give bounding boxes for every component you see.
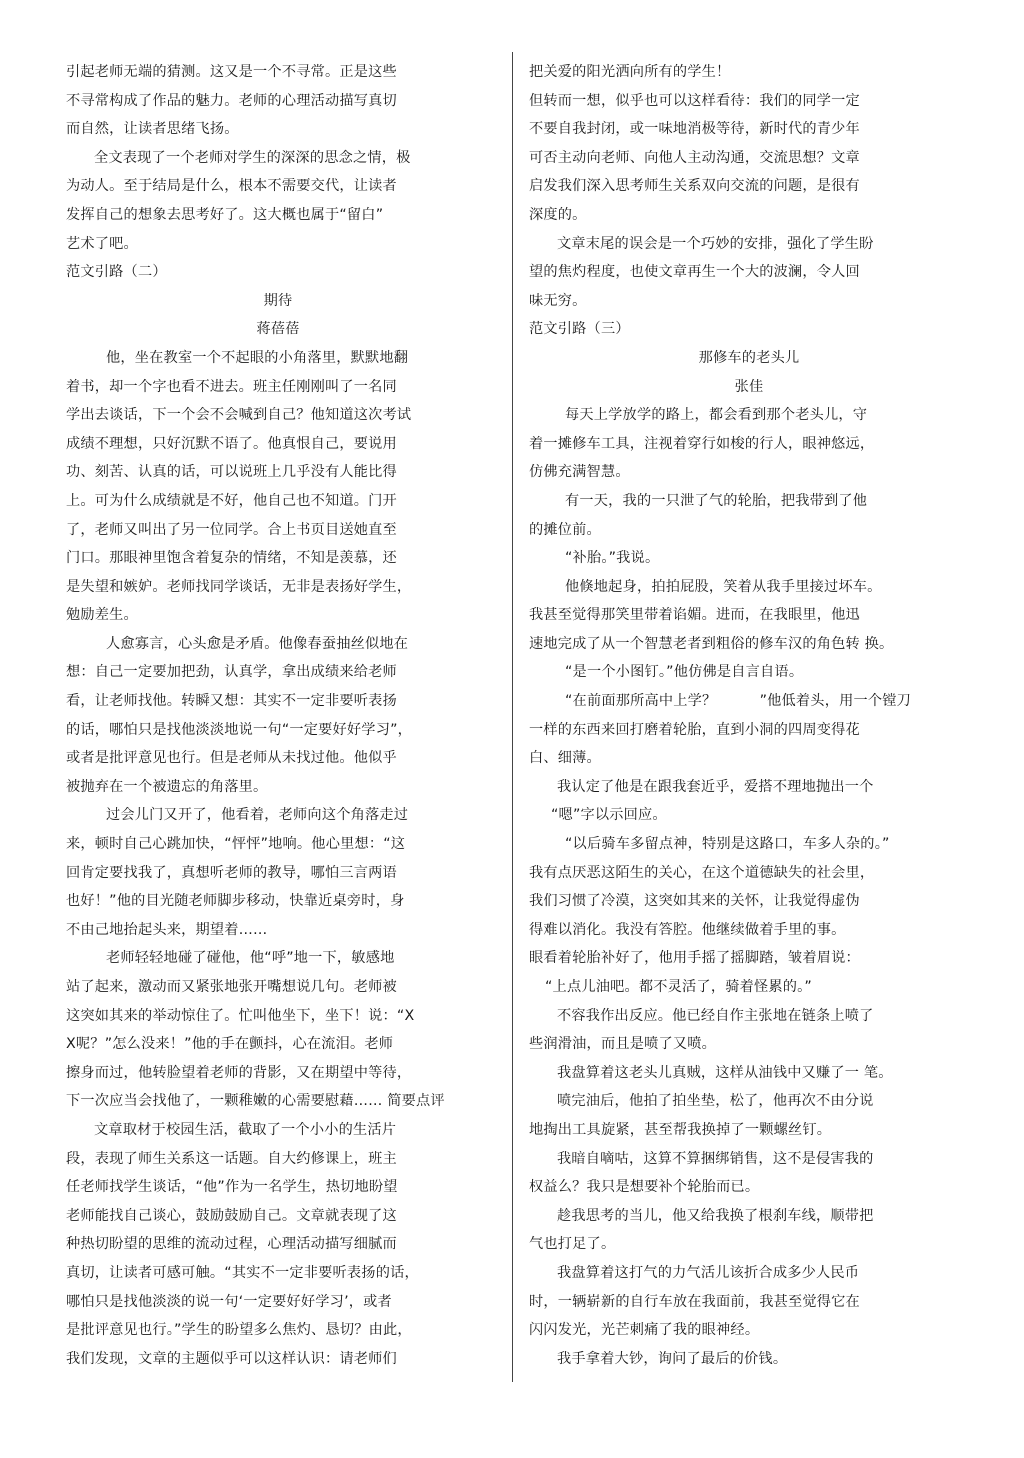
text-line: 的摊位前。: [529, 521, 601, 538]
text-line: 气也打足了。: [529, 1236, 616, 1253]
text-line: 被抛弃在一个被遗忘的角落里。: [66, 778, 268, 795]
text-line: 了，老师又叫出了另一位同学。合上书页目送她直至: [66, 521, 397, 538]
text-line: 每天上学放学的路上，都会看到那个老头儿，守: [565, 407, 868, 424]
text-line: 成绩不理想，只好沉默不语了。他真恨自己，要说用: [66, 435, 397, 452]
text-line: 不寻常构成了作品的魅力。老师的心理活动描写真切: [66, 92, 397, 109]
text-line: 擦身而过，他转脸望着老师的背影，又在期望中等待，: [66, 1064, 412, 1081]
text-line: 我盘算着这老头儿真贼，这样从油钱中又赚了一 笔。: [557, 1064, 893, 1081]
text-line: 范文引路（二）: [66, 264, 167, 281]
text-line: X呢？”怎么没来！”他的手在颤抖，心在流泪。老师: [66, 1036, 394, 1053]
text-line: 但转而一想，似乎也可以这样看待：我们的同学一定: [529, 92, 860, 109]
text-line: 我盘算着这打气的力气活儿该折合成多少人民币: [557, 1264, 860, 1281]
text-line: 范文引路（三）: [529, 321, 630, 338]
text-line: 我们发现，文章的主题似乎可以这样认识：请老师们: [66, 1350, 397, 1367]
text-line: 哪怕只是找他淡淡的说一句‘一定要好好学习’，或者: [66, 1293, 392, 1310]
text-line: 权益么？我只是想要补个轮胎而已。: [529, 1179, 760, 1196]
text-line: 想：自己一定要加把劲，认真学，拿出成绩来给老师: [66, 664, 397, 681]
text-line: 老师轻轻地碰了碰他，他“呼”地一下，敏感地: [106, 950, 395, 967]
article-heading: 张佳: [734, 378, 764, 395]
text-line: 地掏出工具旋紧，甚至帮我换掉了一颗螺丝钉。: [529, 1121, 832, 1138]
text-line: “是一个小图钉。”他仿佛是自言自语。: [565, 664, 804, 681]
text-line: 过会儿门又开了，他看着，老师向这个角落走过: [106, 807, 409, 824]
text-line: 把关爱的阳光洒向所有的学生！: [529, 64, 731, 80]
text-line: 功、刻苦、认真的话，可以说班上几乎没有人能比得: [66, 464, 397, 481]
text-line: 全文表现了一个老师对学生的深深的思念之情，极: [94, 149, 411, 166]
text-line: 喷完油后，他拍了拍坐垫，松了，他再次不由分说: [557, 1093, 874, 1110]
column-divider: [512, 52, 513, 1382]
text-line: “在前面那所高中上学？ ”他低着头，用一个镗刀: [565, 693, 912, 710]
text-line: 或者是批评意见也行。但是老师从未找过他。他似乎: [66, 750, 397, 767]
text-line: 我手拿着大钞，询问了最后的价钱。: [557, 1350, 788, 1367]
text-line: 趁我思考的当儿，他又给我换了根刹车线，顺带把: [557, 1207, 874, 1224]
text-line: 为动人。至于结局是什么，根本不需要交代，让读者: [66, 178, 397, 195]
text-line: 我认定了他是在跟我套近乎，爱搭不理地抛出一个: [557, 778, 874, 795]
text-line: “嗯”字以示回应。: [551, 807, 667, 824]
article-heading: 那修车的老头儿: [698, 349, 800, 366]
text-line: 老师能找自己谈心，鼓励鼓励自己。文章就表现了这: [66, 1207, 397, 1224]
text-line: 是批评意见也行。”学生的盼望多么焦灼、恳切？由此，: [66, 1322, 412, 1339]
text-line: 下一次应当会找他了，一颗稚嫩的心需要慰藉…… 简要点评: [66, 1093, 445, 1110]
text-line: 也好！”他的目光随老师脚步移动，快靠近桌旁时，身: [66, 893, 405, 910]
text-line: “以后骑车多留点神，特别是这路口，车多人杂的。”: [565, 836, 890, 853]
text-line: 任老师找学生谈话，“他”作为一名学生，热切地盼望: [66, 1179, 398, 1196]
text-line: 些润滑油，而且是喷了又喷。: [529, 1036, 717, 1053]
text-line: 的话，哪怕只是找他淡淡地说一句“一定要好好学习”，: [66, 721, 413, 738]
text-line: 可否主动向老师、向他人主动沟通，交流思想？文章: [529, 149, 860, 166]
text-line: 这突如其来的举动惊住了。忙叫他坐下，坐下！说：“X: [66, 1007, 415, 1024]
text-line: 一样的东西来回打磨着轮胎，直到小洞的四周变得花: [529, 721, 860, 738]
text-line: 我暗自嘀咕，这算不算捆绑销售，这不是侵害我的: [557, 1150, 874, 1167]
text-line: 文章末尾的误会是一个巧妙的安排，强化了学生盼: [557, 235, 874, 252]
text-line: “上点儿油吧。都不灵活了，骑着怪累的。”: [545, 979, 812, 995]
text-line: 不由己地抬起头来，期望着……: [66, 921, 268, 938]
text-line: 仿佛充满智慧。: [529, 464, 630, 481]
text-line: 有一天，我的一只泄了气的轮胎，把我带到了他: [565, 492, 868, 509]
text-line: 着书，却一个字也看不进去。班主任刚刚叫了一名同: [66, 378, 397, 395]
text-line: 时，一辆崭新的自行车放在我面前，我甚至觉得它在: [529, 1293, 860, 1310]
text-line: 种热切盼望的思维的流动过程，心理活动描写细腻而: [66, 1236, 397, 1253]
text-line: 勉励差生。: [66, 607, 138, 624]
text-line: 回肯定要找我了，真想听老师的教导，哪怕三言两语: [66, 864, 397, 881]
text-line: 门口。那眼神里饱含着复杂的情绪，不知是羡慕，还: [66, 550, 397, 567]
text-line: 上。可为什么成绩就是不好，他自己也不知道。门开: [66, 492, 397, 509]
text-line: 不要自我封闭，或一味地消极等待，新时代的青少年: [529, 121, 860, 138]
text-line: 白、细薄。: [529, 750, 601, 767]
text-line: 他，坐在教室一个不起眼的小角落里，默默地翻: [106, 349, 409, 366]
text-line: 闪闪发光，光芒刺痛了我的眼神经。: [529, 1322, 760, 1339]
text-line: 着一摊修车工具，注视着穿行如梭的行人，眼神悠远，: [529, 435, 875, 452]
text-line: 速地完成了从一个智慧老者到粗俗的修车汉的角色转 换。: [529, 635, 894, 652]
text-line: 真切，让读者可感可触。“其实不一定非要听表扬的话，: [66, 1264, 419, 1281]
text-line: 眼看着轮胎补好了，他用手摇了摇脚踏，皱着眉说：: [529, 950, 860, 967]
text-line: 学出去谈话，下一个会不会喊到自己？他知道这次考试: [66, 407, 412, 424]
article-heading: 蒋蓓蓓: [256, 321, 300, 338]
text-line: “补胎。”我说。: [565, 550, 660, 567]
text-line: 味无穷。: [529, 292, 587, 309]
text-line: 望的焦灼程度，也使文章再生一个大的波澜，令人回: [529, 264, 860, 281]
text-line: 我们习惯了冷漠，这突如其来的关怀，让我觉得虚伪: [529, 893, 860, 910]
text-line: 文章取材于校园生活，截取了一个小小的生活片: [94, 1121, 397, 1138]
right-column: [529, 58, 969, 1373]
text-line: 启发我们深入思考师生关系双向交流的问题，是很有: [529, 178, 860, 195]
text-line: 而自然，让读者思绪飞扬。: [66, 121, 239, 138]
text-line: 得难以消化。我没有答腔。他继续做着手里的事。: [529, 921, 846, 938]
text-line: 是失望和嫉妒。老师找同学谈话，无非是表扬好学生，: [66, 578, 412, 595]
article-heading: 期待: [263, 292, 293, 309]
text-line: 我有点厌恶这陌生的关心，在这个道德缺失的社会里，: [529, 864, 875, 881]
text-line: 看，让老师找他。转瞬又想：其实不一定非要听表扬: [66, 693, 397, 710]
text-line: 人愈寡言，心头愈是矛盾。他像春蚕抽丝似地在: [106, 635, 409, 652]
text-line: 站了起来，激动而又紧张地张开嘴想说几句。老师被: [66, 979, 397, 995]
text-line: 深度的。: [529, 206, 587, 223]
text-line: 不容我作出反应。他已经自作主张地在链条上喷了: [557, 1007, 874, 1024]
text-line: 他倏地起身，拍拍屁股，笑着从我手里接过坏车。: [565, 578, 882, 595]
text-line: 段，表现了师生关系这一话题。自大约修课上，班主: [66, 1150, 397, 1167]
text-line: 引起老师无端的猜测。这又是一个不寻常。正是这些: [66, 64, 397, 80]
text-line: 来，顿时自己心跳加快，“怦怦”地响。他心里想：“这: [66, 836, 406, 853]
text-line: 艺术了吧。: [66, 235, 138, 252]
text-line: 发挥自己的想象去思考好了。这大概也属于“留白”: [66, 206, 384, 223]
left-column: [66, 58, 490, 1373]
text-line: 我甚至觉得那笑里带着谄媚。进而，在我眼里，他迅: [529, 607, 860, 624]
